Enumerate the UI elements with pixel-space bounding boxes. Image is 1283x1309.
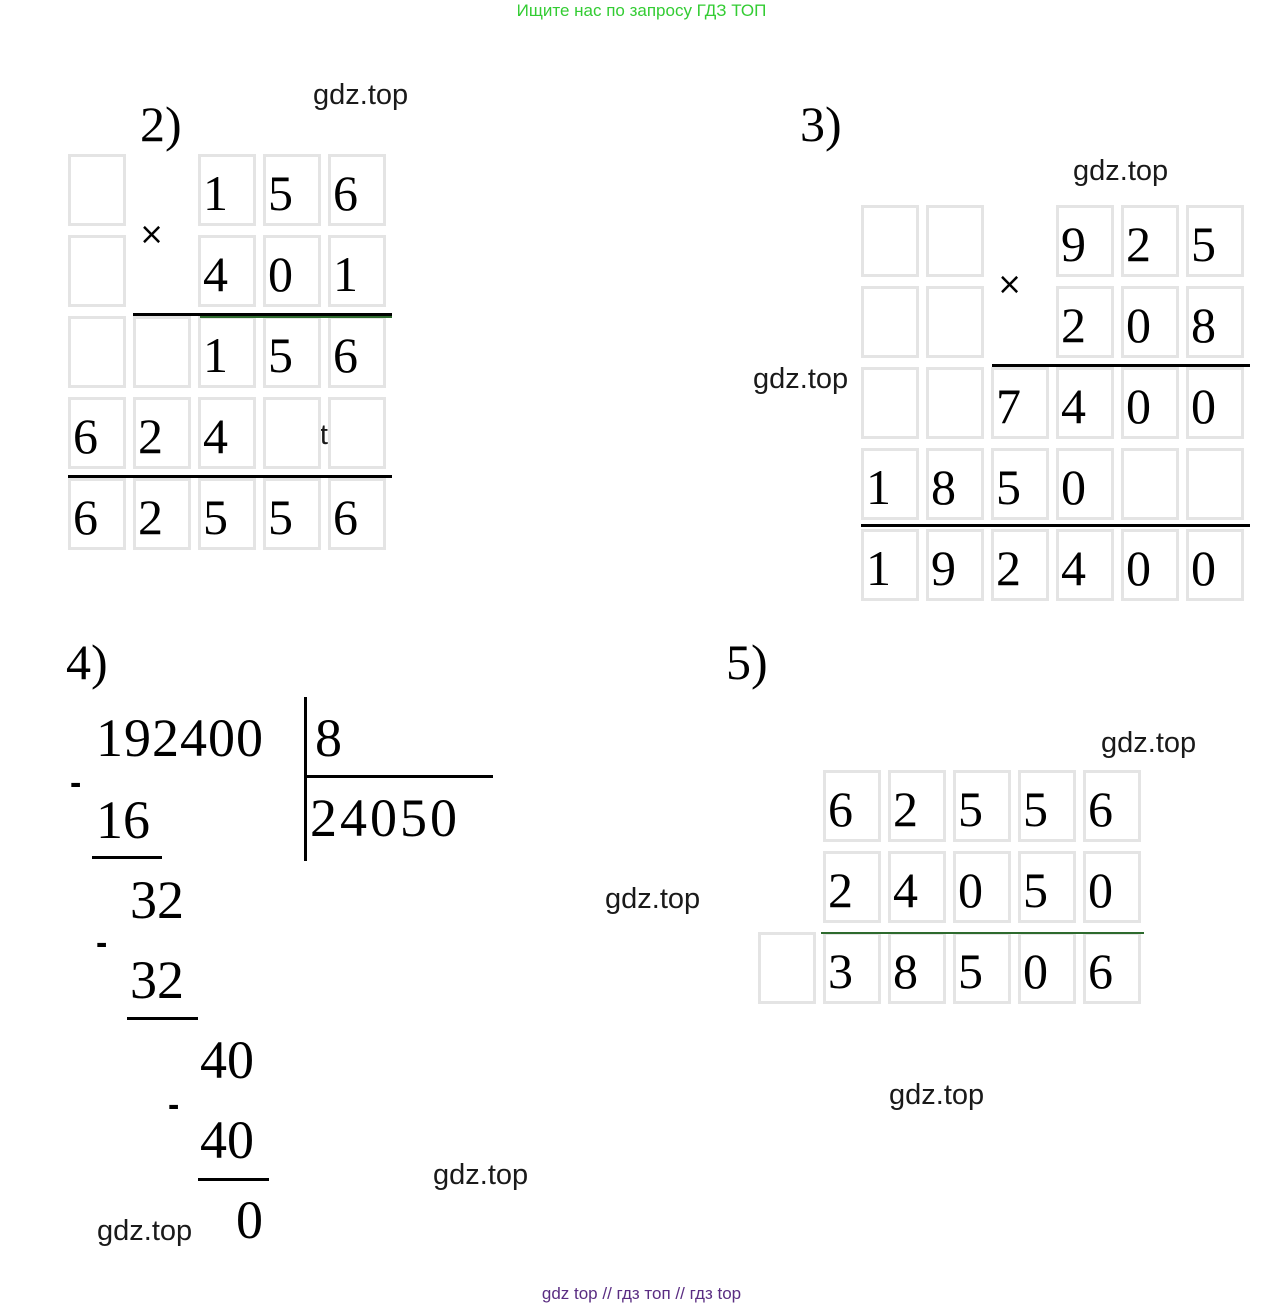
digit-cell <box>861 205 919 277</box>
digit-cell: 5 <box>991 448 1049 520</box>
digit-cell <box>68 316 126 388</box>
footer-link[interactable]: gdz top <box>541 1284 598 1303</box>
step-line <box>127 1017 198 1020</box>
digit-cell <box>758 932 816 1004</box>
digit-cell: 0 <box>1018 932 1076 1004</box>
digit-cell <box>861 367 919 439</box>
digit-cell: 0 <box>1056 448 1114 520</box>
watermark: gdz.top <box>1101 727 1197 759</box>
digit-cell: 3 <box>823 932 881 1004</box>
digit-cell: 0 <box>1083 851 1141 923</box>
division-step: 32 <box>130 950 184 1010</box>
digit-cell: 2 <box>133 478 191 550</box>
digit-cell: 6 <box>328 154 386 226</box>
digit-cell: 2 <box>133 397 191 469</box>
digit-cell: 6 <box>68 478 126 550</box>
footer-separator: // <box>675 1284 685 1303</box>
quotient-line <box>304 775 493 778</box>
digit-cell: 4 <box>888 851 946 923</box>
digit-cell: 5 <box>198 478 256 550</box>
digit-cell: 6 <box>328 478 386 550</box>
digit-cell: 1 <box>861 448 919 520</box>
digit-cell: 5 <box>953 932 1011 1004</box>
digit-cell: 6 <box>1083 932 1141 1004</box>
digit-cell: 5 <box>263 478 321 550</box>
digit-cell: 8 <box>926 448 984 520</box>
problem-5-label: 5) <box>726 634 768 690</box>
digit-cell: 6 <box>823 770 881 842</box>
digit-cell: 8 <box>888 932 946 1004</box>
digit-cell <box>926 205 984 277</box>
step-line <box>92 856 162 859</box>
digit-cell: 2 <box>1056 286 1114 358</box>
watermark: gdz.top <box>889 1079 985 1111</box>
watermark: gdz.top <box>605 883 701 915</box>
digit-cell <box>1121 448 1179 520</box>
digit-cell: 0 <box>1121 367 1179 439</box>
digit-cell: 7 <box>991 367 1049 439</box>
digit-cell: 0 <box>263 235 321 307</box>
digit-cell: 9 <box>926 529 984 601</box>
watermark: gdz.top <box>1073 155 1169 187</box>
digit-cell: 2 <box>888 770 946 842</box>
digit-cell: 0 <box>1121 286 1179 358</box>
digit-cell: 5 <box>1018 851 1076 923</box>
problem-3-label: 3) <box>800 96 842 152</box>
digit-cell: 5 <box>263 154 321 226</box>
digit-cell <box>926 286 984 358</box>
underline <box>992 364 1250 367</box>
division-step: 32 <box>130 870 184 930</box>
problem-4-label: 4) <box>66 634 108 690</box>
digit-cell: 6 <box>328 316 386 388</box>
digit-cell: 4 <box>198 235 256 307</box>
digit-cell: 1 <box>328 235 386 307</box>
footer-links <box>0 1283 1283 1305</box>
digit-cell: 5 <box>953 770 1011 842</box>
minus-sign: - <box>168 1086 180 1124</box>
digit-cell: 5 <box>1186 205 1244 277</box>
operator-cell <box>758 770 821 930</box>
digit-cell <box>328 397 386 469</box>
remainder: 0 <box>236 1190 263 1250</box>
division-step: 40 <box>200 1030 254 1090</box>
underline <box>200 316 392 318</box>
digit-cell: 4 <box>1056 529 1114 601</box>
digit-cell: 0 <box>1121 529 1179 601</box>
digit-cell <box>263 397 321 469</box>
digit-cell <box>861 286 919 358</box>
division-step: 16 <box>96 790 150 850</box>
digit-cell: 0 <box>953 851 1011 923</box>
digit-cell: 4 <box>1056 367 1114 439</box>
digit-cell <box>68 235 126 307</box>
sum-line <box>68 475 392 478</box>
digit-cell: 6 <box>1083 770 1141 842</box>
digit-cell: 0 <box>1186 367 1244 439</box>
multiply-sign: × <box>997 267 1023 302</box>
problem-2-label: 2) <box>140 96 182 152</box>
top-banner[interactable]: Ищите нас по запросу ГДЗ ТОП <box>516 1 767 20</box>
underline <box>821 932 1144 934</box>
digit-cell: 5 <box>263 316 321 388</box>
footer-link[interactable]: гдз top <box>689 1284 742 1303</box>
division-step: 40 <box>200 1110 254 1170</box>
quotient: 24050 <box>310 788 460 848</box>
digit-cell <box>133 316 191 388</box>
digit-cell: 4 <box>198 397 256 469</box>
digit-cell <box>926 367 984 439</box>
digit-cell: 1 <box>861 529 919 601</box>
digit-cell: 8 <box>1186 286 1244 358</box>
digit-cell: 2 <box>1121 205 1179 277</box>
watermark: gdz.top <box>313 79 409 111</box>
digit-cell: 1 <box>198 154 256 226</box>
digit-cell: 5 <box>1018 770 1076 842</box>
watermark: gdz.top <box>753 363 849 395</box>
multiply-sign: × <box>139 217 165 252</box>
sum-line <box>861 524 1250 527</box>
divisor: 8 <box>315 708 342 768</box>
digit-cell: 1 <box>198 316 256 388</box>
digit-cell: 9 <box>1056 205 1114 277</box>
digit-cell <box>68 154 126 226</box>
dividend: 192400 <box>96 708 264 768</box>
digit-cell: 0 <box>1186 529 1244 601</box>
minus-sign: - <box>96 924 108 962</box>
footer-separator: // <box>602 1284 612 1303</box>
digit-cell: 2 <box>823 851 881 923</box>
step-line <box>198 1178 269 1181</box>
division-bar <box>304 697 307 861</box>
footer-link[interactable]: гдз топ <box>616 1284 671 1303</box>
watermark: gdz.top <box>433 1159 529 1191</box>
digit-cell: 2 <box>991 529 1049 601</box>
digit-cell: 6 <box>68 397 126 469</box>
digit-cell <box>1186 448 1244 520</box>
minus-sign: - <box>70 764 82 802</box>
watermark: gdz.top <box>97 1215 193 1247</box>
